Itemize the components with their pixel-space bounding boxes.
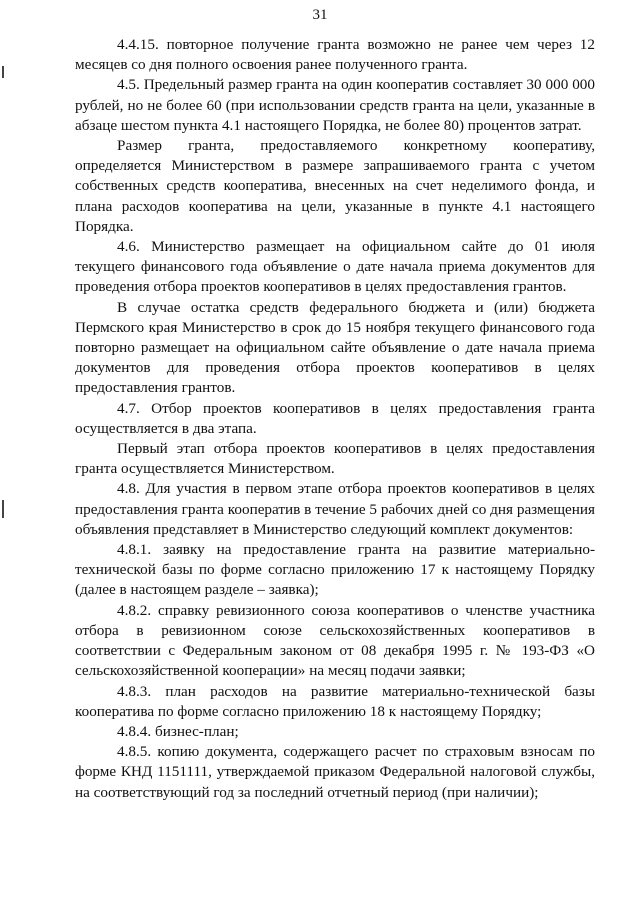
paragraph-4-7: 4.7. Отбор проектов кооперативов в целях предоставления гранта осуществляется в два этапа.	[75, 399, 595, 437]
paragraph-4-8-3: 4.8.3. план расходов на развитие материально-технической базы кооператива по форме согласно приложению 18 к настоящему Порядку;	[75, 682, 595, 720]
document-body	[75, 35, 595, 803]
paragraph-4-8-2: 4.8.2. справку ревизионного союза кооперативов о членстве участника отбора в ревизионном союзе сельскохозяйственных кооперативов в соответствии с Федеральным законом от 08 декабря 1995 г. № 193-ФЗ «О сельскохозяйственной кооперации» на месяц подачи заявки;	[75, 601, 595, 680]
paragraph-4-8-4: 4.8.4. бизнес-план;	[117, 722, 239, 740]
paragraph-grant-size: Размер гранта, предоставляемого конкретному кооперативу, определяется Министерством в размере запрашиваемого гранта с учетом собственных средств кооператива, внесенных на счет неделимого фонда, и плана расходов кооператива на цели, указанные в пункте 4.1 настоящего Порядка.	[75, 137, 595, 235]
paragraph-4-8: 4.8. Для участия в первом этапе отбора проектов кооперативов в целях предоставления гранта кооператив в течение 5 рабочих дней со дня размещения объявления представляет в Министерство следующий комплект документов:	[75, 480, 595, 538]
paragraph-4-5: 4.5. Предельный размер гранта на один кооператив составляет 30 000 000 рублей, но не более 60 (при использовании средств гранта на цели, указанные в абзаце шестом пункта 4.1 настоящего Порядка, не более 80) процентов затрат.	[75, 76, 595, 134]
scan-edge-mark	[2, 500, 4, 518]
paragraph-4-4-15: 4.4.15. повторное получение гранта возможно не ранее чем через 12 месяцев со дня полного освоения ранее полученного гранта.	[75, 36, 595, 74]
page-number: 31	[312, 7, 328, 23]
paragraph-4-8-5: 4.8.5. копию документа, содержащего расчет по страховым взносам по форме КНД 1151111, утверждаемой приказом Федеральной налоговой службы, на соответствующий год за последний отчетный период (при наличии);	[75, 743, 595, 801]
paragraph-4-6: 4.6. Министерство размещает на официальном сайте до 01 июля текущего финансового года объявление о дате начала приема документов для проведения отбора проектов кооперативов в целях предоставления грантов.	[75, 238, 595, 296]
paragraph-first-stage: Первый этап отбора проектов кооперативов в целях предоставления гранта осуществляется Министерством.	[75, 440, 595, 478]
paragraph-4-8-1: 4.8.1. заявку на предоставление гранта на развитие материально-технической базы по форме согласно приложению 17 к настоящему Порядку (далее в настоящем разделе – заявка);	[75, 541, 595, 599]
paragraph-budget-remainder: В случае остатка средств федерального бюджета и (или) бюджета Пермского края Министерство в срок до 15 ноября текущего финансового года повторно размещает на официальном сайте объявление о дате начала приема документов для проведения отбора проектов кооперативов в целях предоставления грантов.	[75, 298, 595, 397]
scan-edge-mark	[2, 66, 4, 78]
